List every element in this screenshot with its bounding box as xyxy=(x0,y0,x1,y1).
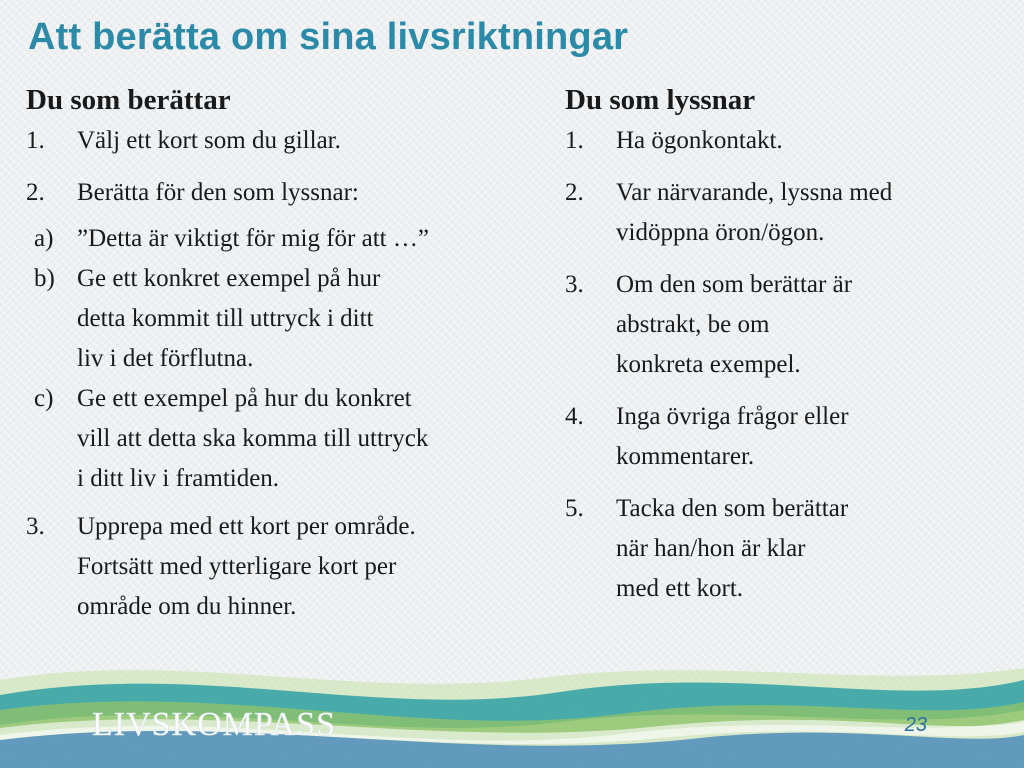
list-item xyxy=(26,121,556,161)
item-number: 4. xyxy=(565,403,584,430)
list-item xyxy=(565,397,1005,477)
item-number: 3. xyxy=(26,513,45,540)
item-line: liv i det förflutna. xyxy=(77,345,254,372)
item-line: Om den som berättar är xyxy=(616,271,853,298)
item-number: 1. xyxy=(26,127,45,154)
sub-item-text xyxy=(77,219,556,259)
sub-item-letter: a) xyxy=(34,225,54,252)
list-item xyxy=(565,121,1005,161)
item-line: abstrakt, be om xyxy=(616,311,770,338)
item-line: kommentarer. xyxy=(616,443,755,470)
item-line: detta kommit till uttryck i ditt xyxy=(77,305,374,332)
item-line: Ge ett konkret exempel på hur xyxy=(77,265,381,292)
item-text xyxy=(77,121,556,161)
sub-item-text xyxy=(77,379,556,499)
item-text xyxy=(77,507,556,627)
list-item xyxy=(565,265,1005,385)
item-line: Inga övriga frågor eller xyxy=(616,403,849,430)
logo-text: LIVSKOMPASS xyxy=(92,706,337,743)
item-line: Upprepa med ett kort per område. xyxy=(77,513,416,540)
slide-title: Att berätta om sina livsriktningar xyxy=(28,16,629,58)
sub-item-text xyxy=(77,259,556,379)
item-text xyxy=(616,173,1005,253)
sub-item xyxy=(26,379,556,499)
item-line: område om du hinner. xyxy=(77,593,297,620)
sub-item-letter: c) xyxy=(34,385,54,412)
item-text xyxy=(616,397,1005,477)
item-line: vidöppna öron/ögon. xyxy=(616,219,825,246)
page-number: 23 xyxy=(904,714,927,736)
teller-heading: Du som berättar xyxy=(26,84,231,116)
list-item xyxy=(26,173,556,213)
item-line: Ha ögonkontakt. xyxy=(616,127,783,154)
item-number: 1. xyxy=(565,127,584,154)
item-line: konkreta exempel. xyxy=(616,351,801,378)
item-line: Välj ett kort som du gillar. xyxy=(77,127,341,154)
item-number: 2. xyxy=(565,179,584,206)
item-text xyxy=(616,121,1005,161)
item-line: med ett kort. xyxy=(616,575,744,602)
item-line: vill att detta ska komma till uttryck xyxy=(77,425,429,452)
item-line: Ge ett exempel på hur du konkret xyxy=(77,385,412,412)
teller-column xyxy=(26,84,556,639)
item-text xyxy=(77,173,556,213)
livskompass-logo xyxy=(92,702,377,744)
item-number: 3. xyxy=(565,271,584,298)
item-line: Fortsätt med ytterligare kort per xyxy=(77,553,397,580)
sub-item-letter: b) xyxy=(34,265,55,292)
listener-heading: Du som lyssnar xyxy=(565,84,756,116)
listener-column xyxy=(565,84,1005,621)
sub-item xyxy=(26,219,556,259)
item-line: Berätta för den som lyssnar: xyxy=(77,179,359,206)
item-number: 5. xyxy=(565,495,584,522)
list-item xyxy=(565,173,1005,253)
list-item xyxy=(26,507,556,627)
item-line: Var närvarande, lyssna med xyxy=(616,179,893,206)
item-text xyxy=(616,489,1005,609)
sub-list xyxy=(26,219,556,499)
item-line: ”Detta är viktigt för mig för att …” xyxy=(77,225,429,252)
item-text xyxy=(616,265,1005,385)
item-line: Tacka den som berättar xyxy=(616,495,849,522)
item-number: 2. xyxy=(26,179,45,206)
list-item xyxy=(565,489,1005,609)
item-line: när han/hon är klar xyxy=(616,535,806,562)
sub-item xyxy=(26,259,556,379)
item-line: i ditt liv i framtiden. xyxy=(77,465,280,492)
